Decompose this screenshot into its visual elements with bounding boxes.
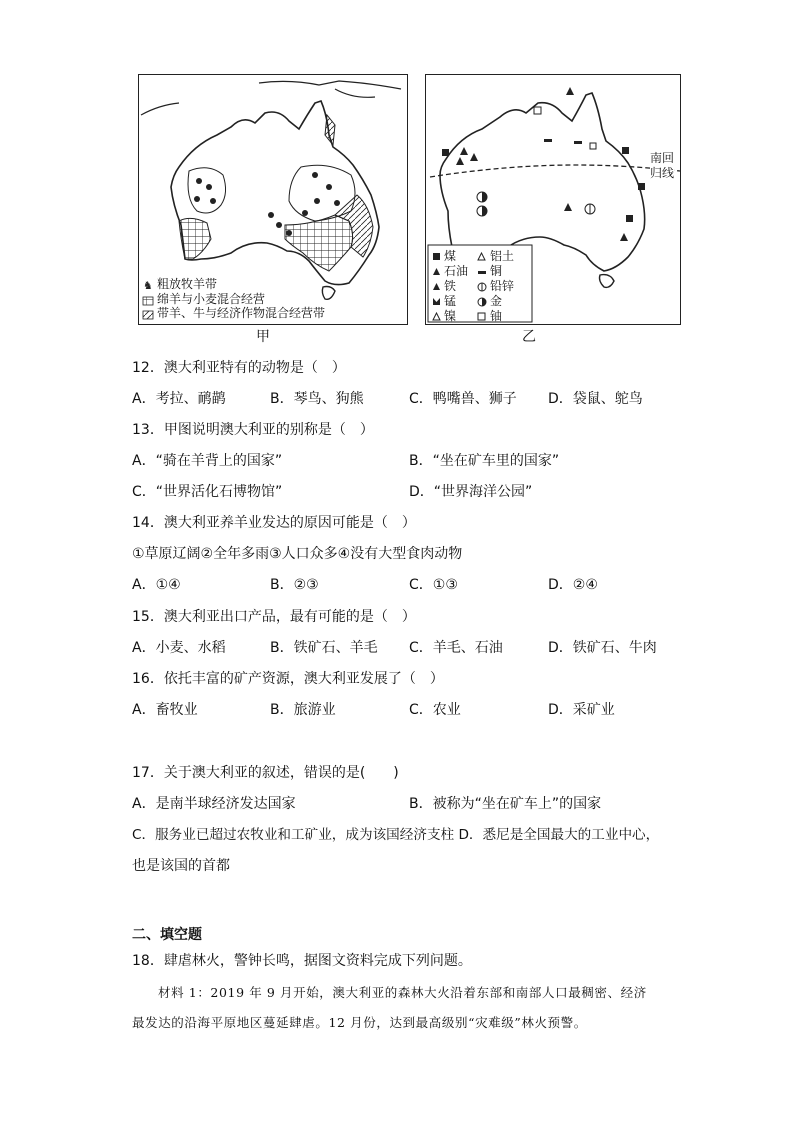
australia-outline: [171, 101, 379, 285]
legend-copper-label: 铜: [490, 264, 503, 278]
map-jia: [138, 74, 408, 325]
legend-cattle-crop-label: 带羊、牛与经济作物混合经营带: [157, 306, 326, 320]
q14-option-c: C．①③: [409, 577, 458, 593]
q18-material-line2: 最发达的沿海平原地区蔓延肆虐。12 月份，达到最高级别“灾难级”林火预警。: [132, 1015, 587, 1030]
q16-option-a: A．畜牧业: [132, 702, 198, 718]
section-title-fill-in: 二、填空题: [132, 927, 202, 943]
legend-gold-label: 金: [490, 294, 503, 308]
legend-uranium-label: 铀: [490, 309, 503, 323]
q13-option-b: B．“坐在矿车里的国家”: [409, 453, 560, 469]
q18-material-line1: 材料 1：2019 年 9 月开始，澳大利亚的森林大火沿着东部和南部人口最稠密、经济: [158, 985, 647, 1000]
map-jia-caption: 甲: [256, 329, 270, 345]
legend-coal-label: 煤: [444, 249, 457, 263]
q17-option-b: B．被称为“坐在矿车上”的国家: [409, 796, 602, 812]
tasmania-outline: [600, 275, 615, 288]
q16-stem: 16．依托丰富的矿产资源，澳大利亚发展了（ ）: [132, 671, 444, 687]
q18-stem: 18．肆虐林火，警钟长鸣，据图文资料完成下列问题。: [132, 953, 472, 969]
q13-stem: 13．甲图说明澳大利亚的别称是（ ）: [132, 422, 374, 438]
q15-option-a: A．小麦、水稻: [132, 640, 226, 656]
q12-option-c: C．鸭嘴兽、狮子: [409, 391, 517, 407]
q14-sub: ①草原辽阔②全年多雨③人口众多④没有大型食肉动物: [132, 546, 463, 562]
q13-option-a: A．“骑在羊背上的国家”: [132, 453, 283, 469]
q15-stem: 15．澳大利亚出口产品，最有可能的是（ ）: [132, 609, 416, 625]
q17-option-a: A．是南半球经济发达国家: [132, 796, 296, 812]
map-yi-caption: 乙: [522, 329, 536, 345]
tropic-label-line2: 归线: [650, 166, 675, 180]
map-yi: [425, 74, 681, 325]
legend-bauxite-label: 铝土: [490, 249, 515, 263]
q12-stem: 12．澳大利亚特有的动物是（ ）: [132, 360, 346, 376]
legend-manganese-label: 锰: [444, 294, 457, 308]
legend-nickel-label: 镍: [444, 309, 457, 323]
legend-lead-zinc-label: 铅锌: [490, 279, 515, 293]
q16-option-b: B．旅游业: [270, 702, 336, 718]
q14-option-a: A．①④: [132, 577, 181, 593]
q16-option-d: D．采矿业: [548, 702, 615, 718]
map-jia-legend: [143, 279, 153, 319]
legend-sheep-wheat-label: 绵羊与小麦混合经营: [157, 291, 266, 306]
q14-option-b: B．②③: [270, 577, 319, 593]
legend-oil-label: 石油: [444, 264, 469, 278]
q14-option-d: D．②④: [548, 577, 598, 593]
q16-option-c: C．农业: [409, 702, 461, 718]
legend-iron-label: 铁: [444, 279, 457, 293]
q12-option-b: B．琴鸟、狗熊: [270, 391, 364, 407]
q13-option-c: C．“世界活化石博物馆”: [132, 484, 283, 500]
q13-option-d: D．“世界海洋公园”: [409, 484, 533, 500]
q17-option-cd: C．服务业已超过农牧业和工矿业，成为该国经济支柱 D．悉尼是全国最大的工业中心，: [132, 827, 660, 843]
tropic-label-line1: 南回: [650, 151, 675, 165]
legend-sheep-label: 粗放牧羊带: [157, 277, 218, 291]
q17-stem: 17．关于澳大利亚的叙述，错误的是( ): [132, 765, 399, 781]
q12-option-a: A．考拉、鸸鹋: [132, 391, 226, 407]
q15-option-c: C．羊毛、石油: [409, 640, 503, 656]
q15-option-d: D．铁矿石、牛肉: [548, 640, 657, 656]
q14-stem: 14．澳大利亚养羊业发达的原因可能是（ ）: [132, 515, 416, 531]
q12-option-d: D．袋鼠、鸵鸟: [548, 391, 643, 407]
q15-option-b: B．铁矿石、羊毛: [270, 640, 378, 656]
svg-text:♞: ♞: [143, 279, 153, 292]
q17-option-cd-cont: 也是该国的首都: [132, 858, 230, 874]
australia-outline: [440, 93, 645, 271]
